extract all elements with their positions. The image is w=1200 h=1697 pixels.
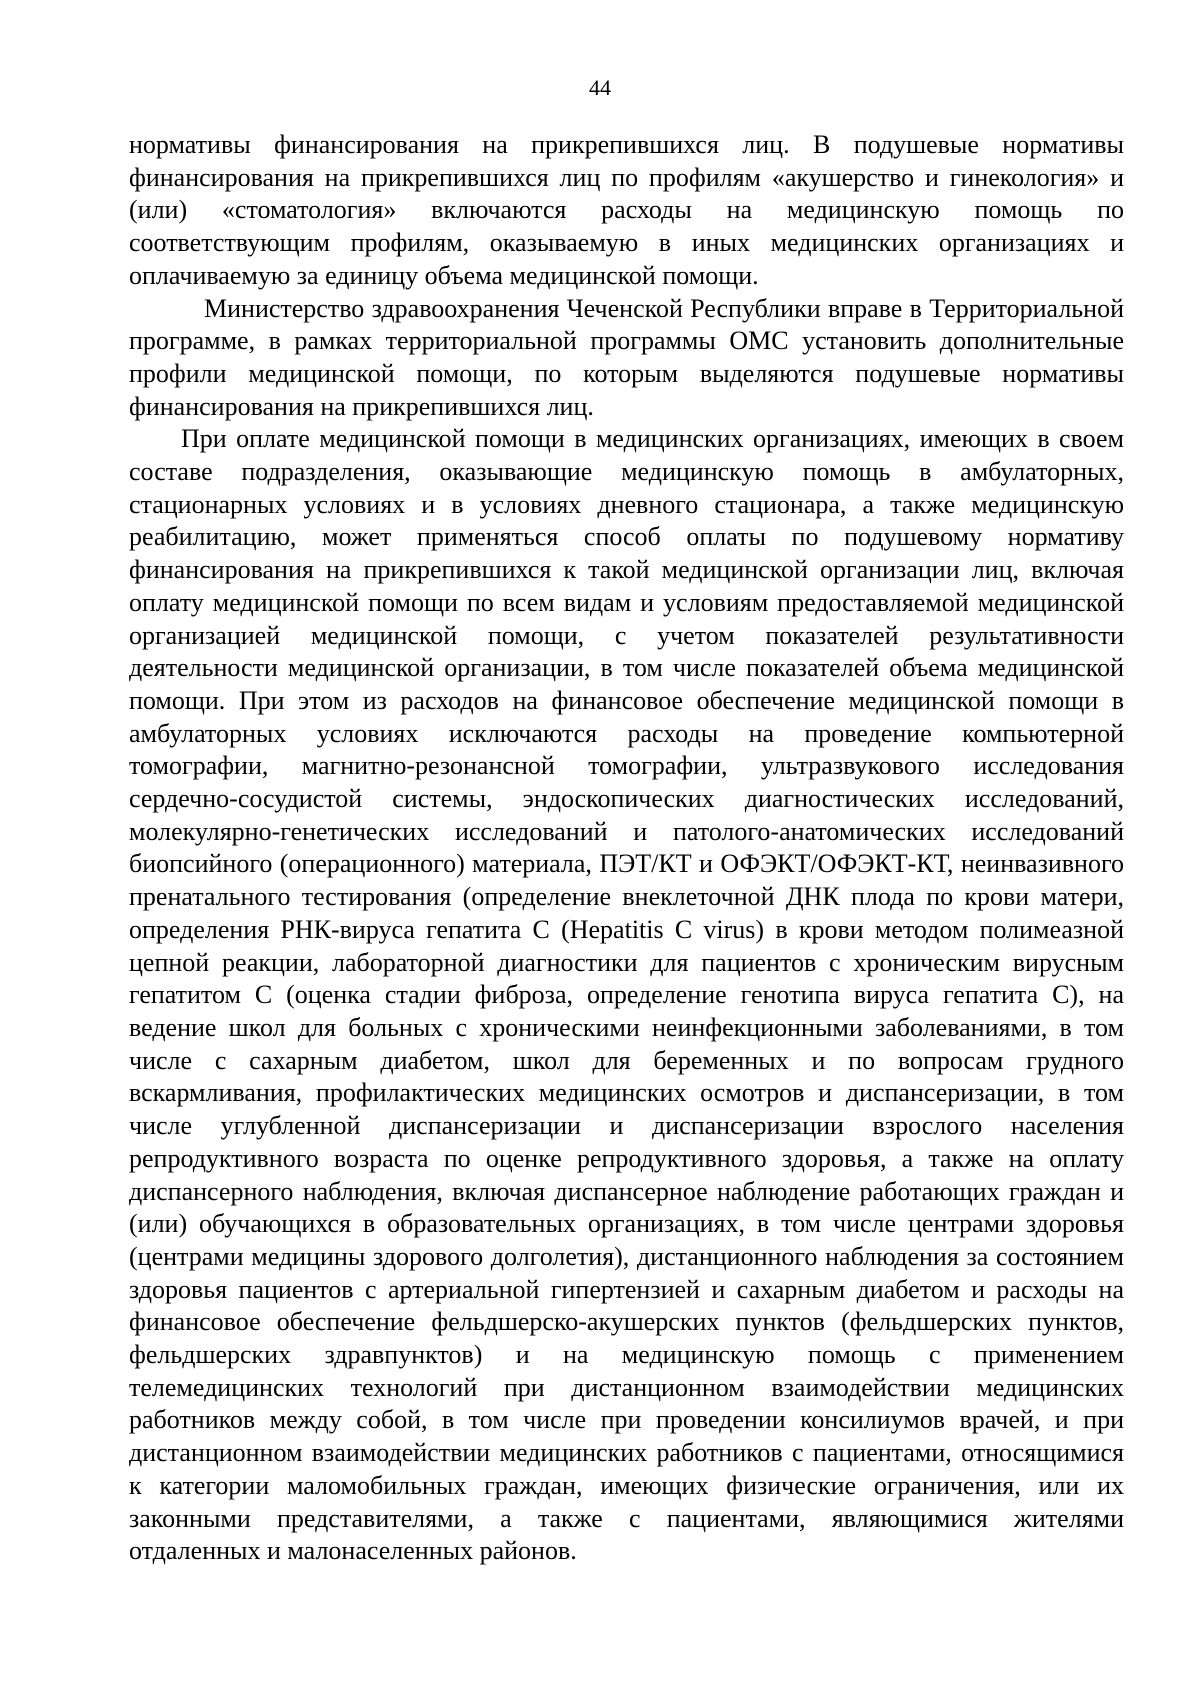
document-body [129, 129, 1124, 1568]
paragraph-payment-method: При оплате медицинской помощи в медицинских организациях, имеющих в своем составе подразделения, оказывающие медицинскую помощь в амбулаторных, стационарных условиях и в условиях дневного стационара, а также медицинскую реабилитацию, может применяться способ оплаты по подушевому нормативу финансирования на прикрепившихся к такой медицинской организации лиц, включая оплату медицинской помощи по всем видам и условиям предоставляемой медицинской организацией медицинской помощи, с учетом показателей результативности деятельности медицинской организации, в том числе показателей объема медицинской помощи. При этом из расходов на финансовое обеспечение медицинской помощи в амбулаторных условиях исключаются расходы на проведение компьютерной томографии, магнитно-резонансной томографии, ультразвукового исследования сердечно-сосудистой системы, эндоскопических диагностических исследований, молекулярно-генетических исследований и патолого-анатомических исследований биопсийного (операционного) материала, ПЭТ/КТ и ОФЭКТ/ОФЭКТ-КТ, неинвазивного пренатального тестирования (определение внеклеточной ДНК плода по крови матери, определения РНК-вируса гепатита С (Hepatitis C virus) в крови методом полимеазной цепной реакции, лабораторной диагностики для пациентов с хроническим вирусным гепатитом С (оценка стадии фиброза, определение генотипа вируса гепатита С), на ведение школ для больных с хроническими неинфекционными заболеваниями, в том числе с сахарным диабетом, школ для беременных и по вопросам грудного вскармливания, профилактических медицинских осмотров и диспансеризации, в том числе углубленной диспансеризации и диспансеризации взрослого населения репродуктивного возраста по оценке репродуктивного здоровья, а также на оплату диспансерного наблюдения, включая диспансерное наблюдение работающих граждан и (или) обучающихся в образовательных организациях, в том числе центрами здоровья (центрами медицины здорового долголетия), дистанционного наблюдения за состоянием здоровья пациентов с артериальной гипертензией и сахарным диабетом и расходы на финансовое обеспечение фельдшерско-акушерских пунктов (фельдшерских пунктов, фельдшерских здравпунктов) и на медицинскую помощь с применением телемедицинских технологий при дистанционном взаимодействии медицинских работников между собой, в том числе при проведении консилиумов врачей, и при дистанционном взаимодействии медицинских работников с пациентами, относящимися к категории маломобильных граждан, имеющих физические ограничения, или их законными представителями, а также с пациентами, являющимися жителями отдаленных и малонаселенных районов. [129, 424, 1124, 1566]
paragraph-ministry-rights: Министерство здравоохранения Чеченской Республики вправе в Территориальной программе, в рамках территориальной программы ОМС установить дополнительные профили медицинской помощи, по которым выделяются подушевые нормативы финансирования на прикрепившихся лиц. [129, 293, 1124, 421]
page-number: 44 [589, 75, 611, 100]
paragraph-continuation: нормативы финансирования на прикрепившихся лиц. В подушевые нормативы финансирования на прикрепившихся лиц по профилям «акушерство и гинекология» и (или) «стоматология» включаются расходы на медицинскую помощь по соответствующим профилям, оказываемую в иных медицинских организациях и оплачиваемую за единицу объема медицинской помощи. [129, 130, 1124, 290]
